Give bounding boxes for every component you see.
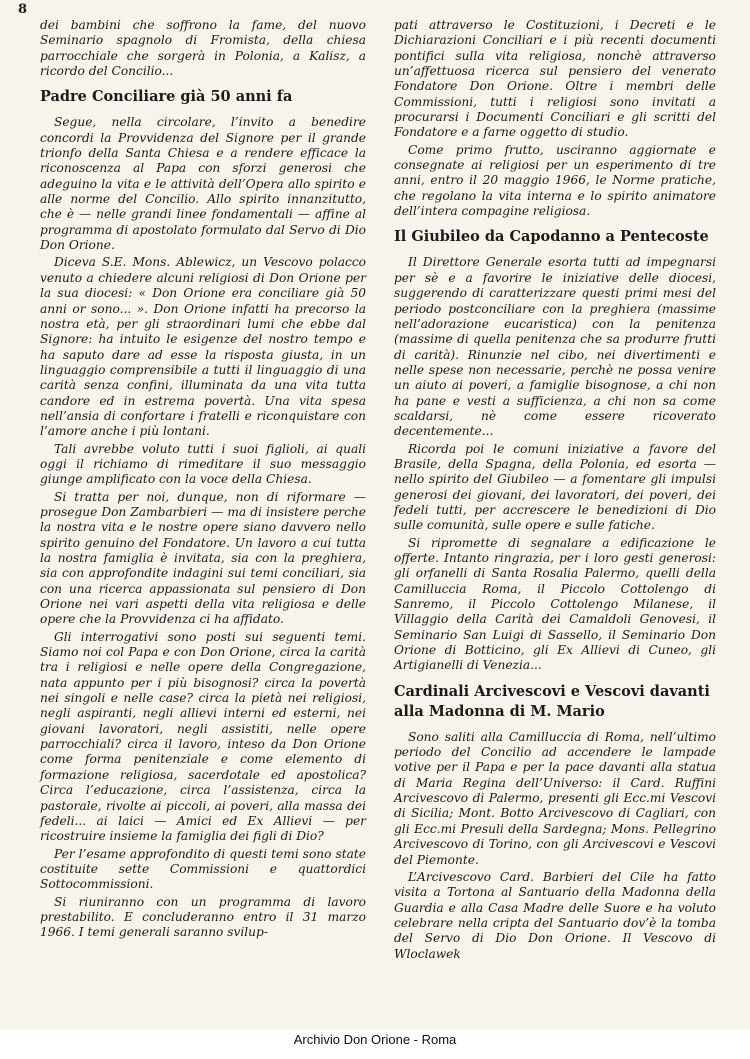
- paragraph: Ricorda poi le comuni iniziative a favore del Brasile, della Spagna, della Polonia, ed esorta — nello spirito del Giubileo — a fomentare gli impulsi generosi dei giovani, dei lavoratori, dei poveri, dei fedeli tutti, per accrescere le benedizioni di Dio sulle comunità, sulle opere e sulle fatiche.: [394, 441, 716, 533]
- paragraph: dei bambini che soffrono la fame, del nuovo Seminario spagnolo di Fromista, della chiesa parrocchiale che sorgerà in Polonia, a Kalisz, a ricordo del Concilio...: [40, 18, 366, 79]
- section-heading: Il Giubileo da Capodanno a Pentecoste: [394, 228, 709, 246]
- paragraph: L’Arcivescovo Card. Barbieri del Cile ha fatto visita a Tortona al Santuario della Madonna della Guardia e alla Casa Madre delle Suore e ha voluto celebrare nella cripta del Santuario dov’è la tomba del Servo di Dio Don Orione. Il Vescovo di Wloclawek: [394, 869, 716, 961]
- paragraph: Si tratta per noi, dunque, non di riformare — prosegue Don Zambarbieri — ma di insistere perche la nostra vita e le nostre opere siano davvero nello spirito genuino del Fondatore. Un lavoro a cui tutta la nostra famiglia è invitata, sia con la preghiera, sia con approfondite indagini sui temi conciliari, sia con una ricerca appassionata sul pensiero di Don Orione nei vari aspetti della vita religiosa e delle opere che la Provvidenza ci ha affidato.: [40, 489, 366, 627]
- right-column: [394, 18, 716, 964]
- archive-footer: Archivio Don Orione - Roma: [0, 1029, 750, 1059]
- paragraph: Gli interrogativi sono posti sui seguenti temi. Siamo noi col Papa e con Don Orione, circa la carità tra i religiosi e nelle opere della Congregazione, nata appunto per i più bisognosi? circa la povertà nei singoli e nelle case? circa la pietà nei religiosi, negli aspiranti, negli allievi interni ed esterni, nei giovani lavoratori, negli assistiti, nelle opere parrocchiali? circa il lavoro, inteso da Don Orione come forma penitenziale e come elemento di formazione religiosa, sacerdotale ed apostolica? Circa l’educazione, circa l’assistenza, circa la pastorale, rivolte ai piccoli, ai poveri, alla massa dei fedeli... ai laici — Amici ed Ex Allievi — per ricostruire insieme la famiglia dei figli di Dio?: [40, 629, 366, 844]
- paragraph: Si ripromette di segnalare a edificazione le offerte. Intanto ringrazia, per i loro gesti generosi: gli orfanelli di Santa Rosalia Palermo, quelli della Camilluccia Roma, il Piccolo Cottolengo di Sanremo, il Piccolo Cottolengo Milanese, il Villaggio della Carità dei Camaldoli Genovesi, il Seminario San Luigi di Sassello, il Seminario Don Orione di Botticino, gli Ex Allievi di Cuneo, gli Artigianelli di Venezia...: [394, 535, 716, 673]
- paragraph: Si riuniranno con un programma di lavoro prestabilito. E concluderanno entro il 31 marzo 1966. I temi generali saranno svilup-: [40, 894, 366, 940]
- paragraph: Diceva S.E. Mons. Ablewicz, un Vescovo polacco venuto a chiedere alcuni religiosi di Don Orione per la sua diocesi: « Don Orione era conciliare già 50 anni or sono... ». Don Orione infatti ha precorso la nostra età, per gli straordinari lumi che ebbe dal Signore: ha intuito le esigenze del nostro tempo e ha saputo dare ad esse la risposta giusta, in un linguaggio comprensibile a tutti il linguaggio di una carità senza confini, illuminata da una vita tutta candore ed in estrema povertà. Una vita spesa nell’ansia di confortare i fratelli e riconquistare con l’amore anche i più lontani.: [40, 255, 366, 439]
- paragraph: Come primo frutto, usciranno aggiornate e consegnate ai religiosi per un esperimento di tre anni, entro il 20 maggio 1966, le Norme pratiche, che regolano la vita interna e lo spirito animatore dell’intera compagine religiosa.: [394, 142, 716, 219]
- paragraph: Per l’esame approfondito di questi temi sono state costituite sette Commissioni e quattordici Sottocommissioni.: [40, 846, 366, 892]
- left-column: [40, 18, 366, 943]
- page-number: 8: [18, 2, 28, 17]
- paragraph: Tali avrebbe voluto tutti i suoi figlioli, ai quali oggi il richiamo di rimeditare il suo messaggio giunge amplificato con la voce della Chiesa.: [40, 441, 366, 487]
- paragraph: Sono saliti alla Camilluccia di Roma, nell’ultimo periodo del Concilio ad accendere le lampade votive per il Papa e per la pace davanti alla statua di Maria Regina dell’Universo: il Card. Ruffini Arcivescovo di Palermo, presenti gli Ecc.mi Vescovi di Sicilia; Mont. Botto Arcivescovo di Cagliari, con gli Ecc.mi Presuli della Sardegna; Mons. Pellegrino Arcivescovo di Torino, con gli Arcivescovi e Vescovi del Piemonte.: [394, 729, 716, 867]
- section-heading: Padre Conciliare già 50 anni fa: [40, 88, 293, 106]
- section-heading: Cardinali Arcivescovi e Vescovi davanti alla Madonna di M. Mario: [394, 682, 710, 720]
- paragraph: Segue, nella circolare, l’invito a benedire concordi la Provvidenza del Signore per il grande trionfo della Santa Chiesa e a rendere efficace la riconoscenza al Papa con sforzi generosi che adeguino la vita e le attività dell’Opera allo spirito e alle norme del Concilio. Allo spirito innanzitutto, che è — nelle grandi linee fondamentali — affine al programma di apostolato formulato dal Servo di Dio Don Orione.: [40, 115, 366, 253]
- paragraph: pati attraverso le Costituzioni, i Decreti e le Dichiarazioni Conciliari e i più recenti documenti pontifici sulla vita religiosa, nonchè attraverso un’affettuosa ricerca sul pensiero del venerato Fondatore Don Orione. Oltre i membri delle Commissioni, tutti i religiosi sono invitati a procurarsi i Documenti Conciliari e gli scritti del Fondatore e a farne oggetto di studio.: [394, 18, 716, 140]
- paragraph: Il Direttore Generale esorta tutti ad impegnarsi per sè e a favorire le iniziative delle diocesi, suggerendo di caratterizzare questi primi mesi del periodo postconciliare con la preghiera (massime nell’adorazione eucaristica) con la penitenza (massime di quella penitenza che sa produrre frutti di carità). Rinunzie nel cibo, nei divertimenti e nelle spese non necessarie, perchè ne possa venire un aiuto ai poveri, a famiglie bisognose, a chi non ha pane e vesti a sufficienza, a chi non sa come scaldarsi, nè come essere ricoverato decentemente...: [394, 255, 716, 439]
